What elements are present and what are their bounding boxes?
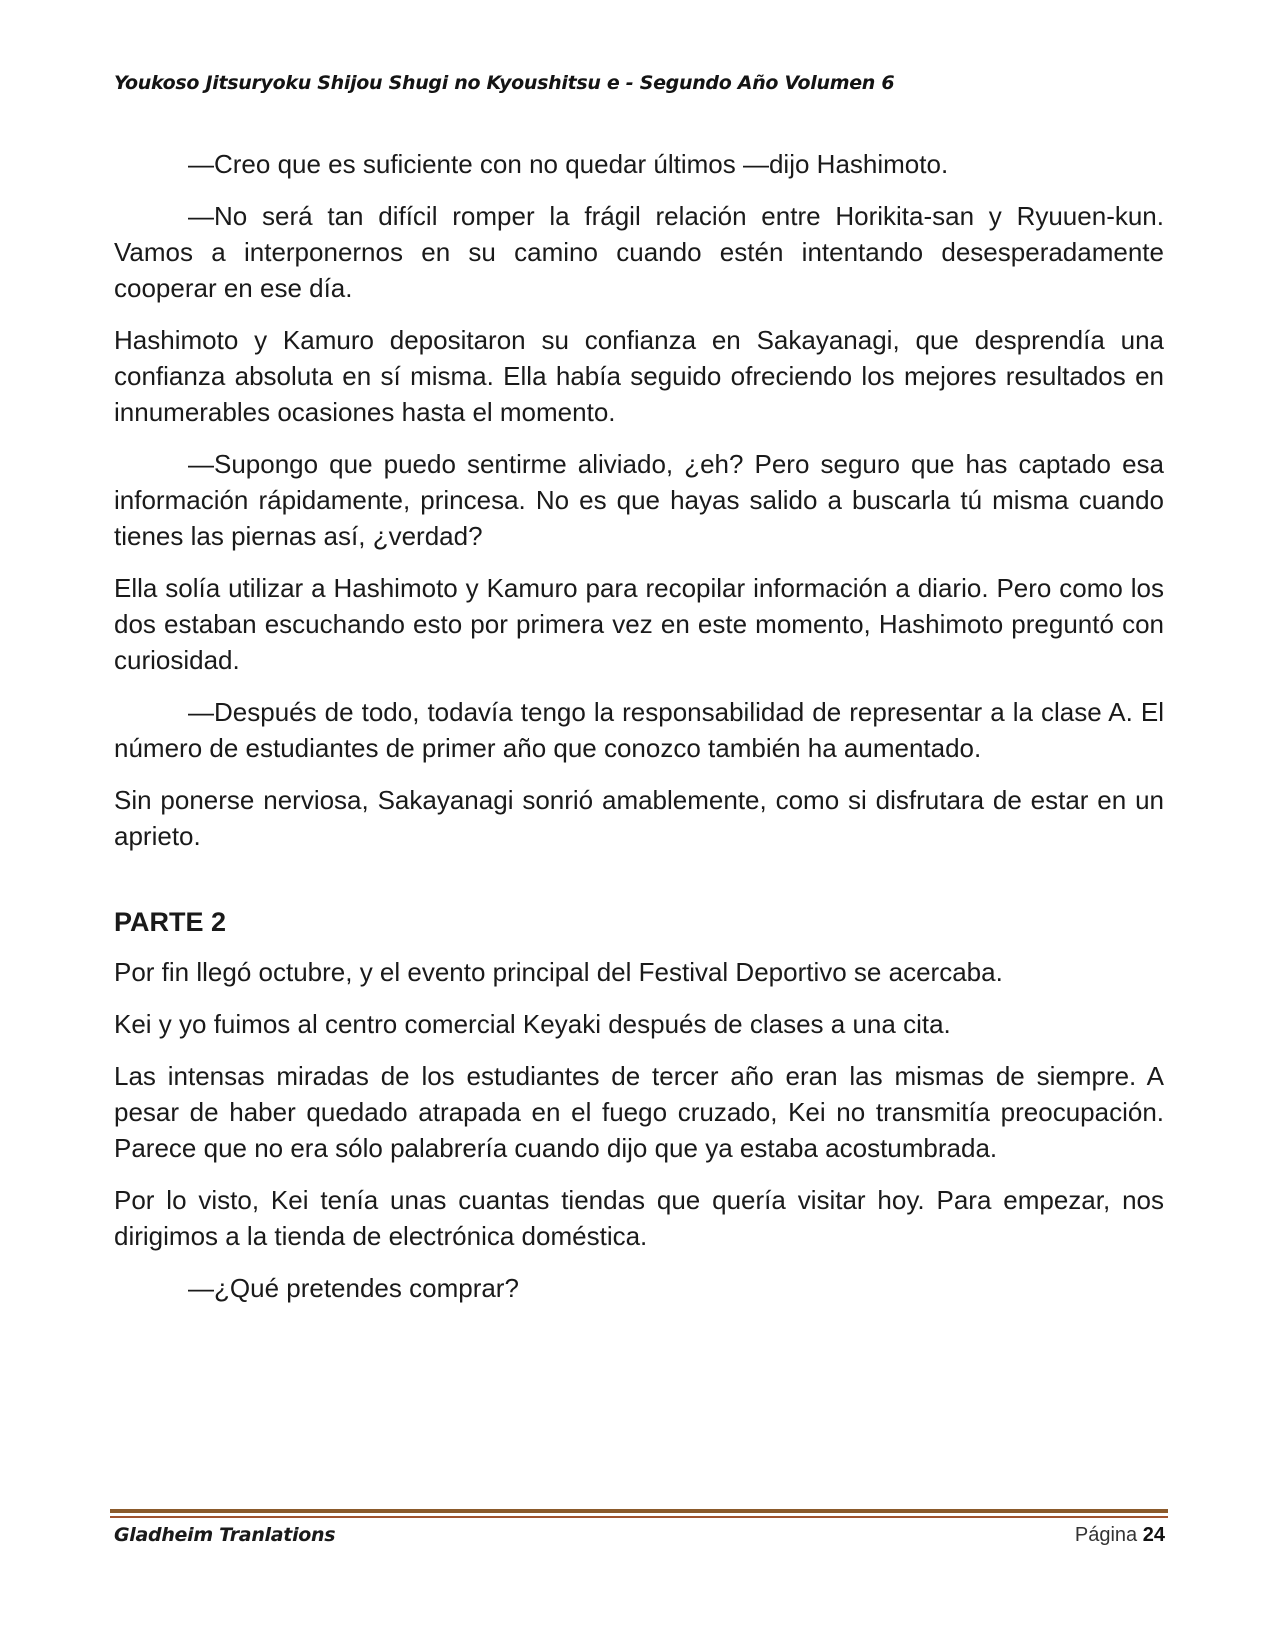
paragraph: —Después de todo, todavía tengo la responsabilidad de representar a la clase A. El número de estudiantes de primer año que conozco también ha aumentado. <box>114 697 1164 763</box>
footer-rule-thick <box>110 1509 1168 1513</box>
paragraph: —No será tan difícil romper la frágil relación entre Horikita-san y Ryuuen-kun. Vamos a interponernos en su camino cuando estén intentando desesperadamente cooperar en ese día. <box>114 201 1164 303</box>
paragraph: Las intensas miradas de los estudiantes de tercer año eran las mismas de siempre. A pesar de haber quedado atrapada en el fuego cruzado, Kei no transmitía preocupación. Parece que no era sólo palabrería cuando dijo que ya estaba acostumbrada. <box>114 1061 1164 1163</box>
footer-rule-thin <box>110 1516 1168 1518</box>
page-body <box>114 146 1164 1322</box>
page-label: Página <box>1074 1524 1138 1546</box>
paragraph: Por lo visto, Kei tenía unas cuantas tiendas que quería visitar hoy. Para empezar, nos dirigimos a la tienda de electrónica doméstica. <box>114 1185 1164 1251</box>
paragraph: Ella solía utilizar a Hashimoto y Kamuro para recopilar información a diario. Pero como los dos estaban escuchando esto por primera vez en este momento, Hashimoto preguntó con curiosidad. <box>114 573 1164 675</box>
paragraph: Sin ponerse nerviosa, Sakayanagi sonrió amablemente, como si disfrutara de estar en un aprieto. <box>114 785 1164 851</box>
page-number: 24 <box>1142 1524 1165 1546</box>
paragraph: Kei y yo fuimos al centro comercial Keyaki después de clases a una cita. <box>114 1009 951 1039</box>
paragraph: —Creo que es suficiente con no quedar últimos —dijo Hashimoto. <box>188 149 949 179</box>
running-header: Youkoso Jitsuryoku Shijou Shugi no Kyoushitsu e - Segundo Año Volumen 6 <box>114 72 895 94</box>
section-heading: PARTE 2 <box>114 907 227 937</box>
paragraph: Hashimoto y Kamuro depositaron su confianza en Sakayanagi, que desprendía una confianza absoluta en sí misma. Ella había seguido ofreciendo los mejores resultados en innumerables ocasiones hasta el momento. <box>114 325 1164 427</box>
publisher-name: Gladheim Tranlations <box>114 1524 336 1546</box>
paragraph: Por fin llegó octubre, y el evento principal del Festival Deportivo se acercaba. <box>114 957 1003 987</box>
paragraph: —Supongo que puedo sentirme aliviado, ¿eh? Pero seguro que has captado esa información rápidamente, princesa. No es que hayas salido a buscarla tú misma cuando tienes las piernas así, ¿verdad? <box>114 449 1164 551</box>
paragraph: —¿Qué pretendes comprar? <box>188 1273 519 1303</box>
page-number-block <box>1075 1524 1165 1547</box>
footer-rule <box>110 1509 1168 1519</box>
